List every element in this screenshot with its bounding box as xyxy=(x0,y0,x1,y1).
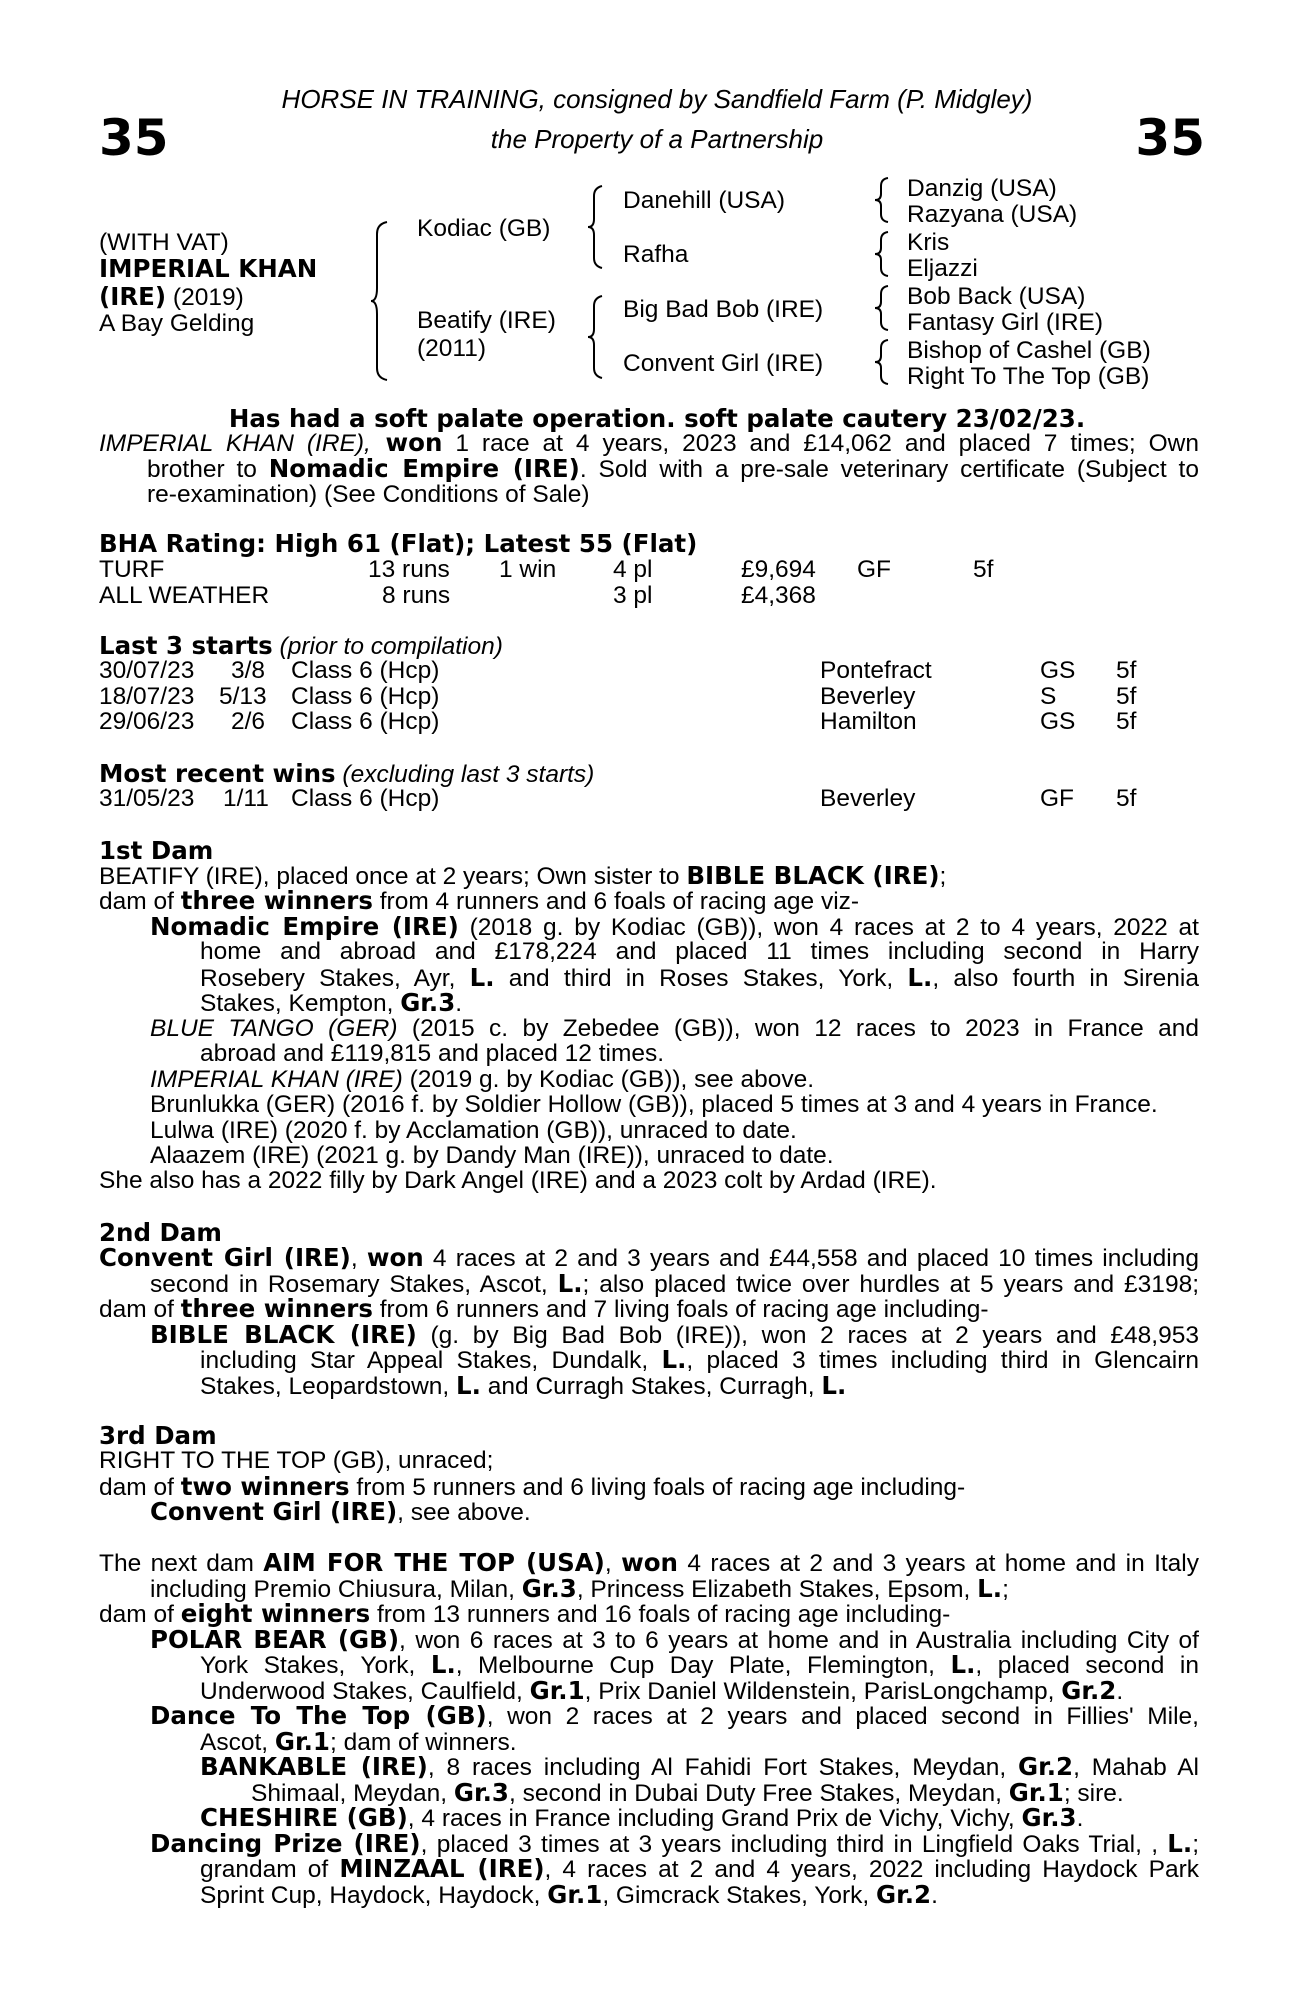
second-dam-line: dam of three winners from 6 runners and 7 living foals of racing age including- xyxy=(99,1294,989,1323)
pedigree-dss: Bob Back (USA) xyxy=(907,283,1086,310)
progeny-line: Stakes, Leopardstown, L. and Curragh Stakes, Curragh, L. xyxy=(200,1371,847,1400)
second-dam-line: second in Rosemary Stakes, Ascot, L.; also placed twice over hurdles at 5 years and £3198; xyxy=(150,1269,1199,1298)
pedigree-bracket-sd xyxy=(877,232,893,276)
progeny-line: Convent Girl (IRE), see above. xyxy=(150,1497,531,1526)
progeny-line: IMPERIAL KHAN (IRE) (2019 g. by Kodiac (GB)), see above. xyxy=(150,1066,815,1093)
progeny-line: abroad and £119,815 and placed 12 times. xyxy=(200,1040,665,1067)
pedigree-ss: Danehill (USA) xyxy=(623,187,786,214)
first-dam-line: BEATIFY (IRE), placed once at 2 years; Own sister to BIBLE BLACK (IRE); xyxy=(99,861,947,890)
next-dam-line: dam of eight winners from 13 runners and 16 foals of racing age including- xyxy=(99,1599,951,1628)
third-dam-line: RIGHT TO THE TOP (GB), unraced; xyxy=(99,1447,494,1474)
first-dam-title: 1st Dam xyxy=(99,836,214,865)
progeny-line: Nomadic Empire (IRE) (2018 g. by Kodiac (GB)), won 4 races at 2 to 4 years, 2022 at xyxy=(150,912,1199,941)
progeny-line: BIBLE BLACK (IRE) (g. by Big Bad Bob (IRE)), won 2 races at 2 years and £48,953 xyxy=(150,1320,1199,1349)
bha-rating: BHA Rating: High 61 (Flat); Latest 55 (Flat) xyxy=(99,529,698,558)
progeny-line: Alaazem (IRE) (2021 g. by Dandy Man (IRE)), unraced to date. xyxy=(150,1142,834,1169)
progeny-line: Lulwa (IRE) (2020 f. by Acclamation (GB)), unraced to date. xyxy=(150,1117,797,1144)
horse-summary-line1: IMPERIAL KHAN (IRE), won 1 race at 4 years, 2023 and £14,062 and placed 7 times; Own xyxy=(99,428,1200,457)
pedigree-ddd: Right To The Top (GB) xyxy=(907,363,1150,390)
progeny-line: Rosebery Stakes, Ayr, L. and third in Roses Stakes, York, L., also fourth in Sirenia xyxy=(200,963,1199,992)
progeny-line: Brunlukka (GER) (2016 f. by Soldier Hollow (GB)), placed 5 times at 3 and 4 years in France. xyxy=(150,1091,1158,1118)
pedigree-dds: Bishop of Cashel (GB) xyxy=(907,337,1151,364)
first-dam-note: She also has a 2022 filly by Dark Angel (IRE) and a 2023 colt by Ardad (IRE). xyxy=(99,1167,937,1194)
progeny-line: BLUE TANGO (GER) (2015 c. by Zebedee (GB)), won 12 races to 2023 in France and xyxy=(150,1015,1199,1042)
progeny-line: BANKABLE (IRE), 8 races including Al Fahidi Fort Stakes, Meydan, Gr.2, Mahab Al xyxy=(200,1752,1199,1781)
horse-origin-year xyxy=(99,284,244,311)
property-line: the Property of a Partnership xyxy=(490,124,824,154)
horse-name: IMPERIAL KHAN xyxy=(99,254,318,283)
progeny-line: Underwood Stakes, Caulfield, Gr.1, Prix Daniel Wildenstein, ParisLongchamp, Gr.2. xyxy=(200,1676,1124,1705)
progeny-line: Stakes, Kempton, Gr.3. xyxy=(200,988,463,1017)
progeny-line: Sprint Cup, Haydock, Haydock, Gr.1, Gimcrack Stakes, York, Gr.2. xyxy=(200,1880,938,1909)
next-dam-line: The next dam AIM FOR THE TOP (USA), won 4 races at 2 and 3 years at home and in Italy xyxy=(99,1548,1199,1577)
progeny-line: grandam of MINZAAL (IRE), 4 races at 2 and 4 years, 2022 including Haydock Park xyxy=(200,1854,1199,1883)
pedigree-bracket-ds xyxy=(877,286,893,330)
pedigree-sd: Rafha xyxy=(623,241,689,268)
progeny-line: York Stakes, York, L., Melbourne Cup Day Plate, Flemington, L., placed second in xyxy=(200,1650,1199,1679)
progeny-line: home and abroad and £178,224 and placed 11 times including second in Harry xyxy=(200,938,1199,965)
pedigree-bracket-dd xyxy=(877,340,893,384)
catalogue-page: 35 35 HORSE IN TRAINING, consigned by Sandfield Farm (P. Midgley) the Property of a Partnership (WITH VAT) IMPERIAL KHAN (IRE) (2019) A Bay Gelding Kodiac (GB) Beatify (IRE) (2011) Danehill (USA) Rafha Big Bad Bob (IRE) Convent Girl (IRE) Danzig (USA) Razyana (USA) Kris Eljazzi Bob Back (USA) Fantasy Girl (IRE) Bishop of Cashel (GB) Right To The Top (GB) Has had a soft palate operation. soft palate cautery 23/02/23. IMPERIAL KHAN (IRE), won 1 race at 4 years, 2023 and £14,062 and placed 7 times; Own brother to Nomadic Empire (IRE). Sold with a pre-sale veterinary certificate (Subject to re-examination) (See Conditions of Sale) BHA Rating: High 61 (Flat); Latest 55 (Flat) TURF 13 runs 1 win 4 pl £9,694 GF 5f ALL WEATHER 8 runs 3 pl £4,368 Last 3 starts (prior to compilation) 30/07/23 3/8 Class 6 (Hcp) Pontefract GS 5f 18/07/23 5/13 Class 6 (Hcp) Beverley S 5f 29/06/23 2/6 Class 6 (Hcp) Hamilton GS 5f Most recent wins (excluding last 3 starts) 31/05/23 1/11 Class 6 (Hcp) Beverley GF 5f 1st Dam BEATIFY (IRE), placed once at 2 years; Own sister to BIBLE BLACK (IRE); dam of three winners from 4 runners and 6 foals of racing age viz- Nomadic Empire (IRE) (2018 g. by Kodiac (GB)), won 4 races at 2 to 4 years, 2022 at home and abroad and £178,224 and placed 11 times including second in Harry Rosebery Stakes, Ayr, L. and third in Roses Stakes, York, L., also fourth in Sirenia Stakes, Kempton, Gr.3. BLUE TANGO (GER) (2015 c. by Zebedee (GB)), won 12 races to 2023 in France and abroad and £119,815 and placed 12 times. IMPERIAL KHAN (IRE) (2019 g. by Kodiac (GB)), see above. Brunlukka (GER) (2016 f. by Soldier Hollow (GB)), placed 5 times at 3 and 4 years in France. Lulwa (IRE) (2020 f. by Acclamation (GB)), unraced to date. Alaazem (IRE) (2021 g. by Dandy Man (IRE)), unraced to date. She also has a 2022 filly by Dark Angel (IRE) and a 2023 colt by Ardad (IRE). 2nd Dam Convent Girl (IRE), won 4 races at 2 and 3 years and £44,558 and placed 10 times including second in Rosemary Stakes, Ascot, L.; also placed twice over hurdles at 5 years and £3198; dam of three winners from 6 runners and 7 living foals of racing age including- BIBLE BLACK (IRE) (g. by Big Bad Bob (IRE)), won 2 races at 2 years and £48,953 including Star Appeal Stakes, Dundalk, L., placed 3 times including third in Glencairn Stakes, Leopardstown, L. and Curragh Stakes, Curragh, L. 3rd Dam RIGHT TO THE TOP (GB), unraced; dam of two winners from 5 runners and 6 living foals of racing age including- Convent Girl (IRE), see above. The next dam AIM FOR THE TOP (USA), won 4 races at 2 and 3 years at home and in Italy including Premio Chiusura, Milan, Gr.3, Princess Elizabeth Stakes, Epsom, L.; dam of eight winners from 13 runners and 16 foals of racing age including- POLAR BEAR (GB), won 6 races at 3 to 6 years at home and in Australia including City of York Stakes, York, L., Melbourne Cup Day Plate, Flemington, L., placed second in Underwood Stakes, Caulfield, Gr.1, Prix Daniel Wildenstein, ParisLongchamp, Gr.2. Dance To The Top (GB), won 2 races at 2 years and placed second in Fillies' Mile, Ascot, Gr.1; dam of winners. BANKABLE (IRE), 8 races including Al Fahidi Fort Stakes, Meydan, Gr.2, Mahab Al Shimaal, Meydan, Gr.3, second in Dubai Duty Free Stakes, Meydan, Gr.1; sire. CHESHIRE (GB), 4 races in France including Grand Prix de Vichy, Vichy, Gr.3. Dancing Prize (IRE), placed 3 times at 3 years including third in Lingfield Oaks Trial, , L.; grandam of MINZAAL (IRE), 4 races at 2 and 4 years, 2022 including Haydock Park Sprint Cup, Haydock, Haydock, Gr.1, Gimcrack Stakes, York, Gr.2. xyxy=(0,0,1314,2000)
horse-year: (2019) xyxy=(166,284,244,311)
pedigree-ssd: Razyana (USA) xyxy=(907,201,1078,228)
third-dam-title: 3rd Dam xyxy=(99,1421,217,1450)
pedigree-bracket-main xyxy=(373,222,393,380)
next-dam-line: including Premio Chiusura, Milan, Gr.3, Princess Elizabeth Stakes, Epsom, L.; xyxy=(150,1574,1009,1603)
progeny-line: Ascot, Gr.1; dam of winners. xyxy=(200,1727,517,1756)
horse-summary-line2: brother to Nomadic Empire (IRE). Sold with a pre-sale veterinary certificate (Subject to xyxy=(147,454,1199,483)
pedigree-bracket-ss xyxy=(877,178,893,222)
pedigree-dsd: Fantasy Girl (IRE) xyxy=(907,309,1104,336)
progeny-line: POLAR BEAR (GB), won 6 races at 3 to 6 years at home and in Australia including City of xyxy=(150,1625,1199,1654)
progeny-line: CHESHIRE (GB), 4 races in France including Grand Prix de Vichy, Vichy, Gr.3. xyxy=(200,1803,1084,1832)
progeny-line: including Star Appeal Stakes, Dundalk, L., placed 3 times including third in Glencairn xyxy=(200,1345,1199,1374)
pedigree-dam: Beatify (IRE) xyxy=(417,307,556,334)
second-dam-line: Convent Girl (IRE), won 4 races at 2 and 3 years and £44,558 and placed 10 times including xyxy=(99,1243,1199,1272)
first-dam-line: dam of three winners from 4 runners and 6 foals of racing age viz- xyxy=(99,886,860,915)
pedigree-sss: Danzig (USA) xyxy=(907,175,1057,202)
progeny-line: Dancing Prize (IRE), placed 3 times at 3 years including third in Lingfield Oaks Trial, , L.; xyxy=(150,1829,1199,1858)
pedigree-sire: Kodiac (GB) xyxy=(417,215,551,242)
horse-summary-line3: re-examination) (See Conditions of Sale) xyxy=(147,481,590,508)
second-dam-title: 2nd Dam xyxy=(99,1218,222,1247)
pedigree-bracket-sire xyxy=(590,186,608,268)
progeny-line: Dance To The Top (GB), won 2 races at 2 years and placed second in Fillies' Mile, xyxy=(150,1701,1199,1730)
consignor-line: HORSE IN TRAINING, consigned by Sandfield Farm (P. Midgley) xyxy=(281,84,1033,114)
lot-number-right: 35 xyxy=(1135,109,1205,167)
pedigree-sdd: Eljazzi xyxy=(907,255,978,282)
operation-note: Has had a soft palate operation. soft palate cautery 23/02/23. xyxy=(228,404,1086,433)
recent-wins-title: Most recent wins (excluding last 3 starts) xyxy=(99,759,595,788)
pedigree-sds: Kris xyxy=(907,229,950,256)
third-dam-line: dam of two winners from 5 runners and 6 living foals of racing age including- xyxy=(99,1472,966,1501)
progeny-line: Shimaal, Meydan, Gr.3, second in Dubai Duty Free Stakes, Meydan, Gr.1; sire. xyxy=(251,1778,1124,1807)
horse-description: A Bay Gelding xyxy=(99,310,255,337)
pedigree-dam-year: (2011) xyxy=(417,335,487,362)
pedigree-dd: Convent Girl (IRE) xyxy=(623,350,824,377)
vat-label: (WITH VAT) xyxy=(99,229,229,256)
last-starts-title: Last 3 starts (prior to compilation) xyxy=(99,631,503,660)
pedigree-ds: Big Bad Bob (IRE) xyxy=(623,296,824,323)
lot-number-left: 35 xyxy=(99,109,169,167)
pedigree-bracket-dam xyxy=(590,296,608,378)
horse-origin: (IRE) xyxy=(99,282,167,311)
